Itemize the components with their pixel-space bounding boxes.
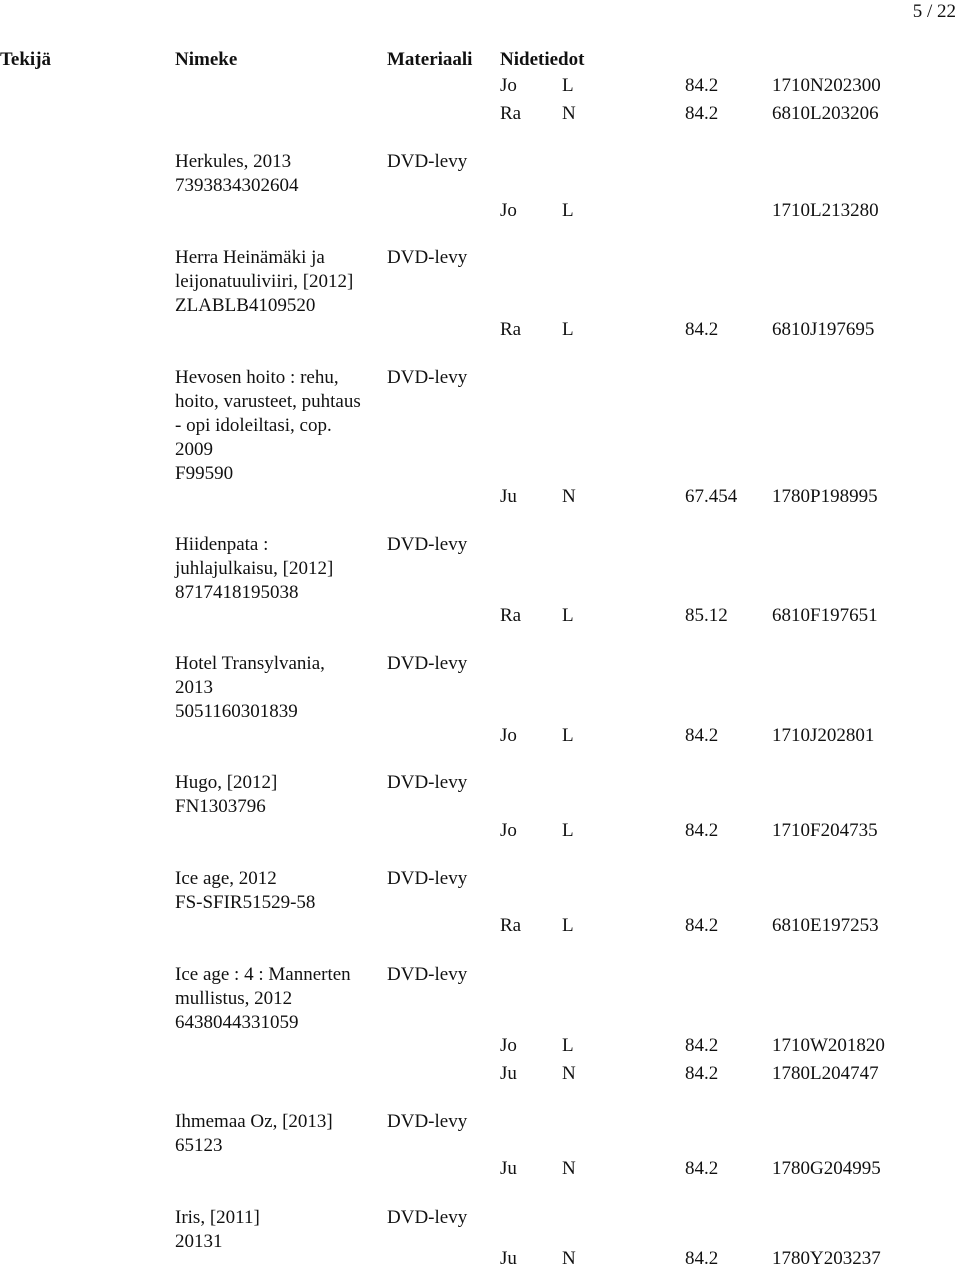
record-title — [175, 771, 277, 819]
holding-id: 1710W201820 — [772, 1035, 885, 1056]
title-line: 6438044331059 — [175, 1012, 299, 1033]
title-line: Herkules, 2013 — [175, 151, 292, 172]
holding-id: 6810L203206 — [772, 103, 879, 124]
holding-id: 1780L204747 — [772, 1063, 879, 1084]
holding-location: Jo — [500, 75, 517, 96]
title-line: FS-SFIR51529-58 — [175, 892, 316, 913]
holding-id: 1780P198995 — [772, 486, 878, 507]
title-line: 5051160301839 — [175, 701, 298, 722]
holding-location: Jo — [500, 1035, 517, 1056]
holding-id: 1780G204995 — [772, 1158, 881, 1179]
holding-level: L — [562, 820, 574, 841]
holding-class: 84.2 — [685, 1035, 719, 1056]
title-line: hoito, varusteet, puhtaus — [175, 391, 361, 412]
page-number: 5 / 22 — [912, 1, 956, 22]
holding-id: 1710J202801 — [772, 725, 875, 746]
record-material: DVD-levy — [387, 868, 468, 889]
holding-id: 1710L213280 — [772, 200, 879, 221]
holding-level: N — [562, 1158, 576, 1179]
holding-location: Ra — [500, 103, 522, 124]
holding-location: Ra — [500, 605, 522, 626]
holding-location: Jo — [500, 820, 517, 841]
record-title — [175, 150, 299, 198]
holding-location: Ra — [500, 915, 522, 936]
title-line: 20131 — [175, 1231, 223, 1252]
record-material: DVD-levy — [387, 964, 468, 985]
holding-id: 6810J197695 — [772, 319, 875, 340]
title-line: Hotel Transylvania, — [175, 653, 325, 674]
title-line: leijonatuuliviiri, [2012] — [175, 271, 354, 292]
holding-id: 1710N202300 — [772, 75, 881, 96]
holding-id: 1780Y203237 — [772, 1248, 881, 1269]
record-material: DVD-levy — [387, 151, 468, 172]
holding-class: 84.2 — [685, 1063, 719, 1084]
record-title — [175, 246, 353, 318]
holding-id: 6810E197253 — [772, 915, 879, 936]
record-title — [175, 1206, 260, 1254]
title-line: 65123 — [175, 1135, 223, 1156]
holding-location: Ju — [500, 486, 517, 507]
title-line: 2009 — [175, 439, 213, 460]
holding-class: 84.2 — [685, 915, 719, 936]
header-material: Materiaali — [387, 49, 473, 70]
holding-id: 1710F204735 — [772, 820, 878, 841]
holding-level: N — [562, 103, 576, 124]
record-material: DVD-levy — [387, 1111, 468, 1132]
title-line: Ice age : 4 : Mannerten — [175, 964, 351, 985]
record-material: DVD-levy — [387, 653, 468, 674]
title-line: Hevosen hoito : rehu, — [175, 367, 339, 388]
record-material: DVD-levy — [387, 1207, 468, 1228]
record-title — [175, 366, 361, 486]
holding-level: L — [562, 200, 574, 221]
holding-location: Jo — [500, 725, 517, 746]
title-line: 8717418195038 — [175, 582, 299, 603]
title-line: Hiidenpata : — [175, 534, 269, 555]
holding-level: L — [562, 605, 574, 626]
title-line: ZLABLB4109520 — [175, 295, 316, 316]
holding-class: 84.2 — [685, 820, 719, 841]
holding-class: 84.2 — [685, 319, 719, 340]
record-title — [175, 652, 325, 724]
record-title — [175, 1110, 333, 1158]
record-title — [175, 867, 315, 915]
holding-level: N — [562, 1248, 576, 1269]
record-material: DVD-levy — [387, 772, 468, 793]
record-title — [175, 533, 333, 605]
title-line: Ice age, 2012 — [175, 868, 277, 889]
title-line: Herra Heinämäki ja — [175, 247, 325, 268]
holding-location: Ra — [500, 319, 522, 340]
holding-level: L — [562, 75, 574, 96]
holding-id: 6810F197651 — [772, 605, 878, 626]
record-material: DVD-levy — [387, 367, 468, 388]
holding-class: 67.454 — [685, 486, 738, 507]
holding-level: N — [562, 1063, 576, 1084]
holding-level: L — [562, 915, 574, 936]
title-line: juhlajulkaisu, [2012] — [175, 558, 334, 579]
holding-class: 84.2 — [685, 1158, 719, 1179]
record-title — [175, 963, 351, 1035]
holding-class: 84.2 — [685, 103, 719, 124]
title-line: F99590 — [175, 463, 234, 484]
header-title: Nimeke — [175, 49, 238, 70]
record-material: DVD-levy — [387, 247, 468, 268]
header-holdings: Nidetiedot — [500, 49, 585, 70]
title-line: 2013 — [175, 677, 213, 698]
title-line: Ihmemaa Oz, [2013] — [175, 1111, 333, 1132]
holding-class: 85.12 — [685, 605, 728, 626]
title-line: mullistus, 2012 — [175, 988, 293, 1009]
title-line: FN1303796 — [175, 796, 266, 817]
holding-location: Ju — [500, 1063, 517, 1084]
title-line: Hugo, [2012] — [175, 772, 278, 793]
holding-level: L — [562, 725, 574, 746]
holding-level: L — [562, 319, 574, 340]
header-author: Tekijä — [0, 49, 52, 70]
holding-class: 84.2 — [685, 725, 719, 746]
title-line: - opi idoleiltasi, cop. — [175, 415, 332, 436]
holding-class: 84.2 — [685, 1248, 719, 1269]
holding-location: Jo — [500, 200, 517, 221]
holding-location: Ju — [500, 1158, 517, 1179]
holding-level: N — [562, 486, 576, 507]
holding-level: L — [562, 1035, 574, 1056]
title-line: Iris, [2011] — [175, 1207, 260, 1228]
record-material: DVD-levy — [387, 534, 468, 555]
title-line: 7393834302604 — [175, 175, 299, 196]
holding-location: Ju — [500, 1248, 517, 1269]
holding-class: 84.2 — [685, 75, 719, 96]
